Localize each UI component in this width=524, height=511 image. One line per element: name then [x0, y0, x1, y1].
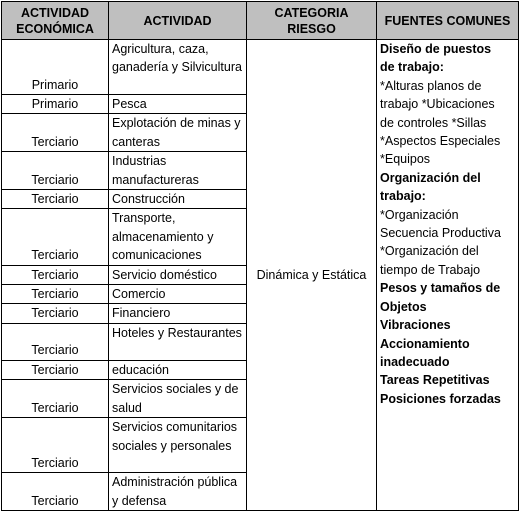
fuente-line: *Alturas planos de — [380, 78, 482, 93]
economica-cell: Terciario — [2, 152, 109, 190]
economica-cell: Terciario — [2, 265, 109, 284]
fuentes-list — [380, 40, 515, 408]
economica-cell: Terciario — [2, 380, 109, 418]
actividad-cell: Administración pública y defensa — [109, 473, 247, 511]
fuente-line: *Organización — [380, 207, 459, 222]
fuente-line: Objetos — [380, 299, 427, 314]
economica-cell: Terciario — [2, 209, 109, 265]
actividad-cell: Explotación de minas y canteras — [109, 114, 247, 152]
fuente-line: Pesos y tamaños de — [380, 281, 501, 296]
fuente-line: de controles *Sillas — [380, 115, 487, 130]
actividad-cell: educación — [109, 360, 247, 379]
header-categoria-riesgo: CATEGORIA RIESGO — [247, 2, 377, 40]
fuente-line: Vibraciones — [380, 318, 451, 333]
actividad-cell: Comercio — [109, 285, 247, 304]
header-actividad-economica: ACTIVIDAD ECONÓMICA — [2, 2, 109, 40]
header-fuentes-comunes: FUENTES COMUNES — [377, 2, 519, 40]
economica-cell: Terciario — [2, 360, 109, 379]
fuente-line: Posiciones forzadas — [380, 391, 501, 406]
economica-cell: Primario — [2, 95, 109, 114]
fuente-line: *Aspectos Especiales — [380, 134, 501, 149]
economica-cell: Primario — [2, 40, 109, 95]
table-row — [2, 40, 519, 95]
fuente-line: de trabajo: — [380, 60, 444, 75]
economica-cell: Terciario — [2, 114, 109, 152]
actividad-cell: Hoteles y Restaurantes — [109, 323, 247, 360]
actividad-cell: Servicios comunitarios sociales y personales — [109, 418, 247, 473]
header-row — [2, 2, 519, 40]
table-header — [2, 2, 519, 40]
economica-cell: Terciario — [2, 304, 109, 323]
economica-cell: Terciario — [2, 285, 109, 304]
actividad-cell: Servicios sociales y de salud — [109, 380, 247, 418]
actividad-cell: Agricultura, caza, ganadería y Silvicultura — [109, 40, 247, 95]
actividad-cell: Servicio doméstico — [109, 265, 247, 284]
fuente-line: trabajo: — [380, 189, 426, 204]
fuentes-cell — [377, 40, 519, 511]
fuente-line: Accionamiento — [380, 336, 470, 351]
economica-cell: Terciario — [2, 473, 109, 511]
risk-table — [1, 1, 519, 511]
table-body — [2, 40, 519, 511]
economica-cell: Terciario — [2, 190, 109, 209]
header-actividad: ACTIVIDAD — [109, 2, 247, 40]
fuente-line: tiempo de Trabajo — [380, 262, 481, 277]
fuente-line: *Equipos — [380, 152, 431, 167]
economica-cell: Terciario — [2, 323, 109, 360]
actividad-cell: Financiero — [109, 304, 247, 323]
fuente-line: Secuencia Productiva — [380, 226, 501, 241]
actividad-cell: Construcción — [109, 190, 247, 209]
actividad-cell: Industrias manufactureras — [109, 152, 247, 190]
actividad-cell: Pesca — [109, 95, 247, 114]
fuente-line: Organización del — [380, 170, 481, 185]
economica-cell: Terciario — [2, 418, 109, 473]
fuente-line: trabajo *Ubicaciones — [380, 97, 495, 112]
categoria-cell: Dinámica y Estática — [247, 40, 377, 511]
fuente-line: inadecuado — [380, 354, 450, 369]
fuente-line: Tareas Repetitivas — [380, 373, 490, 388]
actividad-cell: Transporte, almacenamiento y comunicaciones — [109, 209, 247, 265]
fuente-line: *Organización del — [380, 244, 479, 259]
fuente-line: Diseño de puestos — [380, 42, 492, 56]
